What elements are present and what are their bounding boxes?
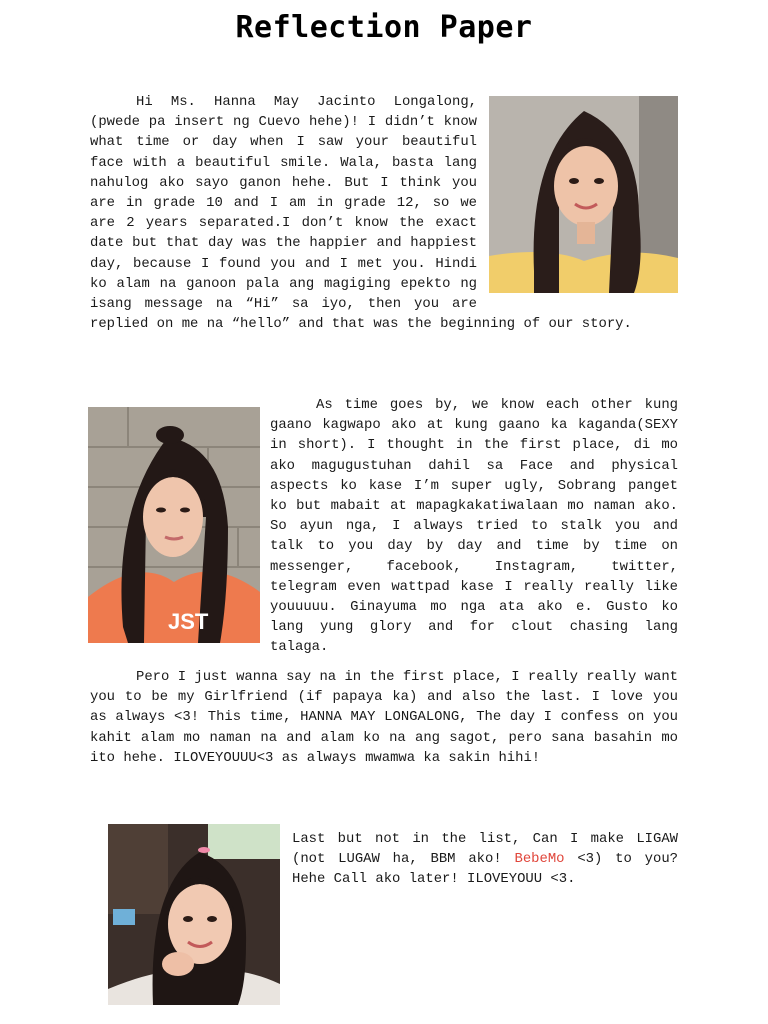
- section-ligaw: [292, 829, 678, 890]
- page-title: Reflection Paper: [235, 10, 533, 45]
- highlight-bebemo: BebeMo: [514, 851, 565, 868]
- paragraph-confession: Pero I just wanna say na in the first place, I really really want you to be my Girlfriend (if papaya ka) and also the last. I love you as always <3! This time, HANNA MAY LONGALONG, The day I confess on you kahit alam mo naman na and alam ko na ang sagot, pero sana basahin mo ito hehe. ILOVEYOUUU<3 as always mwamwa ka sakin hihi!: [90, 669, 678, 766]
- paragraph-intro: Hi Ms. Hanna May Jacinto Longalong, (pwede pa insert ng Cuevo hehe)! I didn’t know what time or day when I saw your beautiful face with a beautiful smile. Wala, basta lang nahulog ako sayo ganon hehe. But I think you are in grade 10 and I am in grade 12, so we are 2 years separated.I don’t know the exact date but that day was the happier and happiest day, because I found you and I met you. Hindi ko alam na ganoon pala ang magiging epekto ng isang message na “Hi” sa iyo, then you are replied on me na “hello” and that was the beginning of our story.: [90, 94, 632, 333]
- photo-smiling-portrait: [489, 96, 678, 293]
- paragraph-time-goes-by: As time goes by, we know each other kung gaano kagwapo ako at kung gaano ka kaganda(SEXY in short). I thought in the first place, di mo ako magugustuhan dahil sa Face and physical aspects ko kase I’m super ugly, Sobrang panget ko but mabait at mapagkakatiwalaan mo naman ako. So ayun nga, I always tried to stalk you and talk to you day by day and time by time on messenger, facebook, Instagram, twitter, telegram even wattpad kase I really really like youuuuu. Ginayuma mo nga ata ako e. Gusto ko lang yung glory and for clout chasing lang talaga.: [270, 397, 678, 656]
- section-confession: [90, 667, 678, 768]
- paragraph-ligaw: [292, 829, 678, 890]
- photo-orange-shirt-portrait: [88, 407, 260, 643]
- photo-selfie-portrait: [108, 824, 280, 1005]
- section-intro: [90, 92, 678, 334]
- paragraph-ligaw-text-end: <3) to you? Hehe Call ako later! ILOVEYOUU <3.: [292, 851, 679, 888]
- section-time-goes-by: [88, 395, 678, 658]
- paragraph-ligaw-text-start: Last but not in the list, Can I make LIGAW (not LUGAW ha, BBM ako!: [292, 831, 678, 868]
- svg-text:JST: JST: [168, 609, 209, 634]
